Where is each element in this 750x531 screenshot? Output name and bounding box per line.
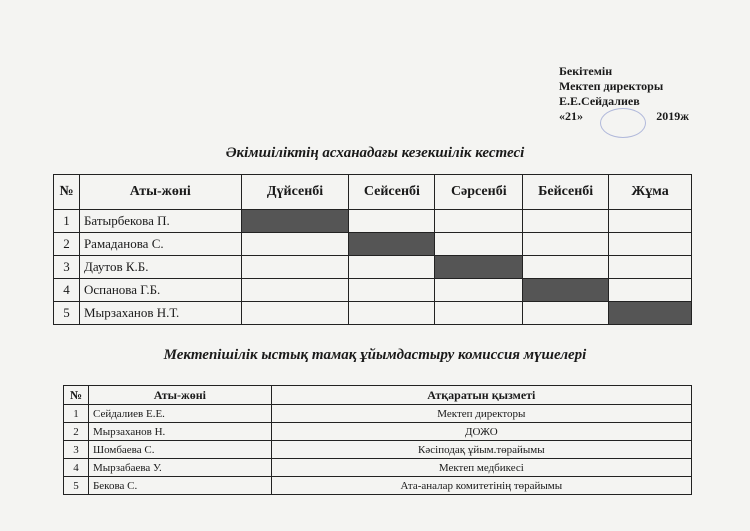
row-number: 4: [54, 279, 80, 302]
col-header-tuesday: Сейсенбі: [349, 175, 435, 210]
duty-cell: [523, 256, 609, 279]
approval-date-year: 2019ж: [656, 109, 689, 123]
duty-cell: [435, 210, 523, 233]
duty-cell: [241, 279, 349, 302]
row-number: 1: [54, 210, 80, 233]
table-row: [64, 459, 692, 477]
row-number: 3: [54, 256, 80, 279]
row-name: Мырзабаева У.: [88, 459, 271, 477]
table-row: [64, 405, 692, 423]
duty-cell: [349, 210, 435, 233]
duty-cell: [609, 279, 692, 302]
commission-title: Мектепішілік ыстық тамақ ұйымдастыру комиссия мүшелері: [163, 347, 587, 363]
duty-cell-shaded: [241, 210, 349, 233]
duty-cell: [523, 210, 609, 233]
table-row: [54, 256, 692, 279]
table-row: [54, 233, 692, 256]
duty-cell-shaded: [435, 256, 523, 279]
duty-cell: [241, 302, 349, 325]
col-header-name: Аты-жөні: [88, 386, 271, 405]
col-header-number: №: [64, 386, 89, 405]
row-name: Шомбаева С.: [88, 441, 271, 459]
duty-cell-shaded: [523, 279, 609, 302]
duty-cell: [435, 279, 523, 302]
col-header-number: №: [54, 175, 80, 210]
table-row: [54, 302, 692, 325]
table-row: [54, 210, 692, 233]
row-name: Даутов К.Б.: [79, 256, 241, 279]
row-position: Ата-аналар комитетінің төрайымы: [271, 477, 691, 495]
approval-date-day: «21»: [559, 109, 583, 123]
row-number: 2: [64, 423, 89, 441]
col-header-name: Аты-жөні: [79, 175, 241, 210]
row-name: Бекова С.: [88, 477, 271, 495]
duty-cell: [241, 256, 349, 279]
row-name: Оспанова Г.Б.: [79, 279, 241, 302]
approval-position: Мектеп директоры: [559, 79, 664, 93]
row-number: 1: [64, 405, 89, 423]
row-position: ДОЖО: [271, 423, 691, 441]
stamp-seal: [600, 108, 646, 138]
row-number: 5: [64, 477, 89, 495]
duty-cell-shaded: [349, 233, 435, 256]
table-row: [64, 477, 692, 495]
row-number: 2: [54, 233, 80, 256]
col-header-wednesday: Сәрсенбі: [435, 175, 523, 210]
duty-cell: [435, 233, 523, 256]
duty-schedule-table: [53, 174, 692, 325]
table-row: [64, 441, 692, 459]
row-position: Мектеп медбикесі: [271, 459, 691, 477]
col-header-monday: Дүйсенбі: [241, 175, 349, 210]
schedule-title: Әкімшіліктің асханадағы кезекшілік кестесі: [225, 145, 525, 161]
commission-table: [63, 385, 692, 495]
schedule-header-row: [54, 175, 692, 210]
duty-cell: [609, 233, 692, 256]
row-position: Мектеп директоры: [271, 405, 691, 423]
row-name: Рамаданова С.: [79, 233, 241, 256]
col-header-friday: Жұма: [609, 175, 692, 210]
row-name: Сейдалиев Е.Е.: [88, 405, 271, 423]
commission-header-row: [64, 386, 692, 405]
duty-cell: [523, 302, 609, 325]
row-name: Мырзаханов Н.Т.: [79, 302, 241, 325]
col-header-thursday: Бейсенбі: [523, 175, 609, 210]
duty-cell: [609, 256, 692, 279]
table-row: [54, 279, 692, 302]
row-name: Батырбекова П.: [79, 210, 241, 233]
approval-director-name: Е.Е.Сейдалиев: [559, 94, 640, 108]
row-number: 5: [54, 302, 80, 325]
duty-cell: [609, 210, 692, 233]
row-number: 4: [64, 459, 89, 477]
duty-cell: [241, 233, 349, 256]
duty-cell: [349, 256, 435, 279]
duty-cell-shaded: [609, 302, 692, 325]
row-position: Кәсіподақ ұйым.төрайымы: [271, 441, 691, 459]
duty-cell: [349, 279, 435, 302]
col-header-position: Атқаратын қызметі: [271, 386, 691, 405]
approval-title: Бекітемін: [559, 64, 613, 78]
row-name: Мырзаханов Н.: [88, 423, 271, 441]
duty-cell: [349, 302, 435, 325]
table-row: [64, 423, 692, 441]
duty-cell: [523, 233, 609, 256]
duty-cell: [435, 302, 523, 325]
row-number: 3: [64, 441, 89, 459]
